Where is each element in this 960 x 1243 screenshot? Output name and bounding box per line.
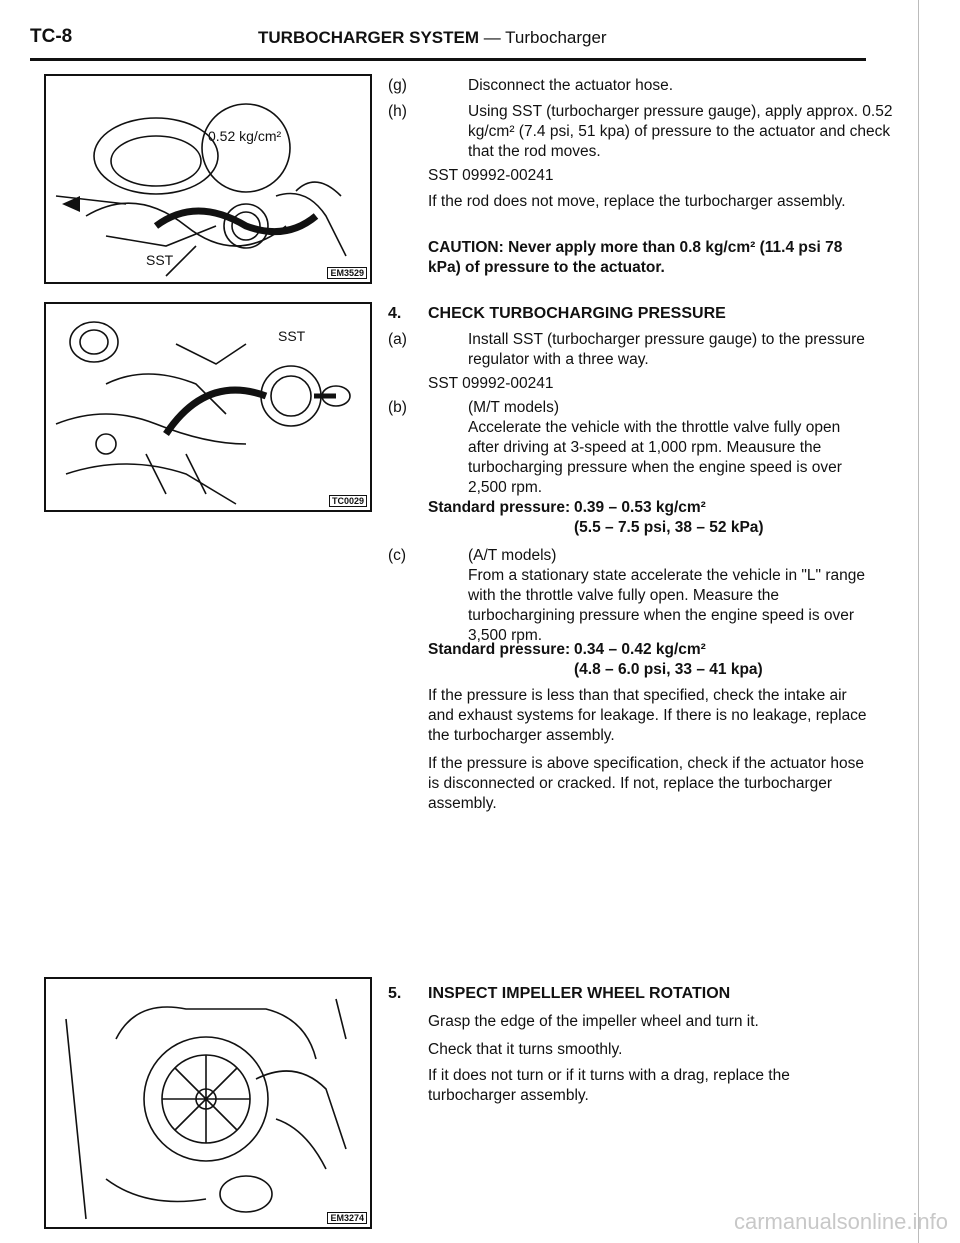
title-separator: — — [483, 28, 501, 47]
impeller-wheel-illustration — [46, 979, 370, 1227]
standard-pressure-at: Standard pressure: 0.34 – 0.42 kg/cm² (4.8 – 6.0 psi, 33 – 41 kpa) — [428, 641, 763, 678]
step-4b: (b) (M/T models) Accelerate the vehicle with the throttle valve fully open after driving at 3-speed at 1,000 rpm. Meausure the turbocharging pressure when the engine speed is over 2,500 rpm. — [388, 399, 842, 496]
pressure-regulator-illustration — [46, 304, 370, 510]
system-name: TURBOCHARGER SYSTEM — [258, 28, 480, 47]
note-high-pressure: If the pressure is above specification, check if the actuator hose is disconnected or cracked. If not, replace the turbocharger assembly. — [428, 755, 864, 812]
figure-code: EM3529 — [327, 267, 367, 279]
impeller-step-1: Grasp the edge of the impeller wheel and turn it. — [428, 1013, 759, 1030]
page-title — [258, 28, 607, 48]
step-4c: (c) (A/T models) From a stationary state accelerate the vehicle in "L" range with the throttle valve fully open. Measure the turbochargining pressure when the engine speed is over 3,500 rpm. — [388, 547, 865, 644]
step-4a: (a) Install SST (turbocharger pressure gauge) to the pressure regulator with a three way. — [388, 331, 865, 368]
note-rod: If the rod does not move, replace the turbocharger assembly. — [428, 193, 846, 210]
watermark: carmanualsonline.info — [733, 1209, 948, 1234]
note-low-pressure: If the pressure is less than that specified, check the intake air and exhaust systems for leakage. If there is no leakage, replace the turbocharger assembly. — [428, 687, 867, 744]
gauge-pressure-label: 0.52 kg/cm² — [208, 128, 282, 144]
step-g: (g) Disconnect the actuator hose. — [388, 77, 674, 94]
header-rule — [30, 58, 866, 61]
impeller-step-3: If it does not turn or if it turns with a drag, replace the turbocharger assembly. — [428, 1067, 790, 1104]
standard-pressure-mt: Standard pressure: 0.39 – 0.53 kg/cm² (5.5 – 7.5 psi, 38 – 52 kPa) — [428, 499, 764, 536]
sst-label: SST — [278, 328, 306, 344]
sst-label: SST — [146, 252, 174, 268]
caution-note: CAUTION: Never apply more than 0.8 kg/cm² (11.4 psi 78 kPa) of pressure to the actuator. — [428, 239, 843, 276]
subsystem-name: Turbocharger — [505, 28, 607, 47]
actuator-gauge-illustration — [46, 76, 370, 282]
figure-pressure-regulator — [44, 302, 372, 512]
section-4-heading: 4. CHECK TURBOCHARGING PRESSURE — [388, 305, 726, 322]
figure-code: EM3274 — [327, 1212, 367, 1224]
sst-number: SST 09992-00241 — [428, 167, 554, 184]
binding-rule — [918, 0, 919, 1243]
figure-impeller-wheel — [44, 977, 372, 1229]
step-h: (h) Using SST (turbocharger pressure gauge), apply approx. 0.52 kg/cm² (7.4 psi, 51 kpa) of pressure to the actuator and check that the rod moves. — [388, 103, 893, 160]
sst-number: SST 09992-00241 — [428, 375, 554, 392]
page-code: TC-8 — [30, 26, 73, 47]
impeller-step-2: Check that it turns smoothly. — [428, 1041, 623, 1058]
figure-code: TC0029 — [329, 495, 367, 507]
figure-actuator-gauge — [44, 74, 372, 284]
section-5-heading: 5. INSPECT IMPELLER WHEEL ROTATION — [388, 985, 731, 1002]
